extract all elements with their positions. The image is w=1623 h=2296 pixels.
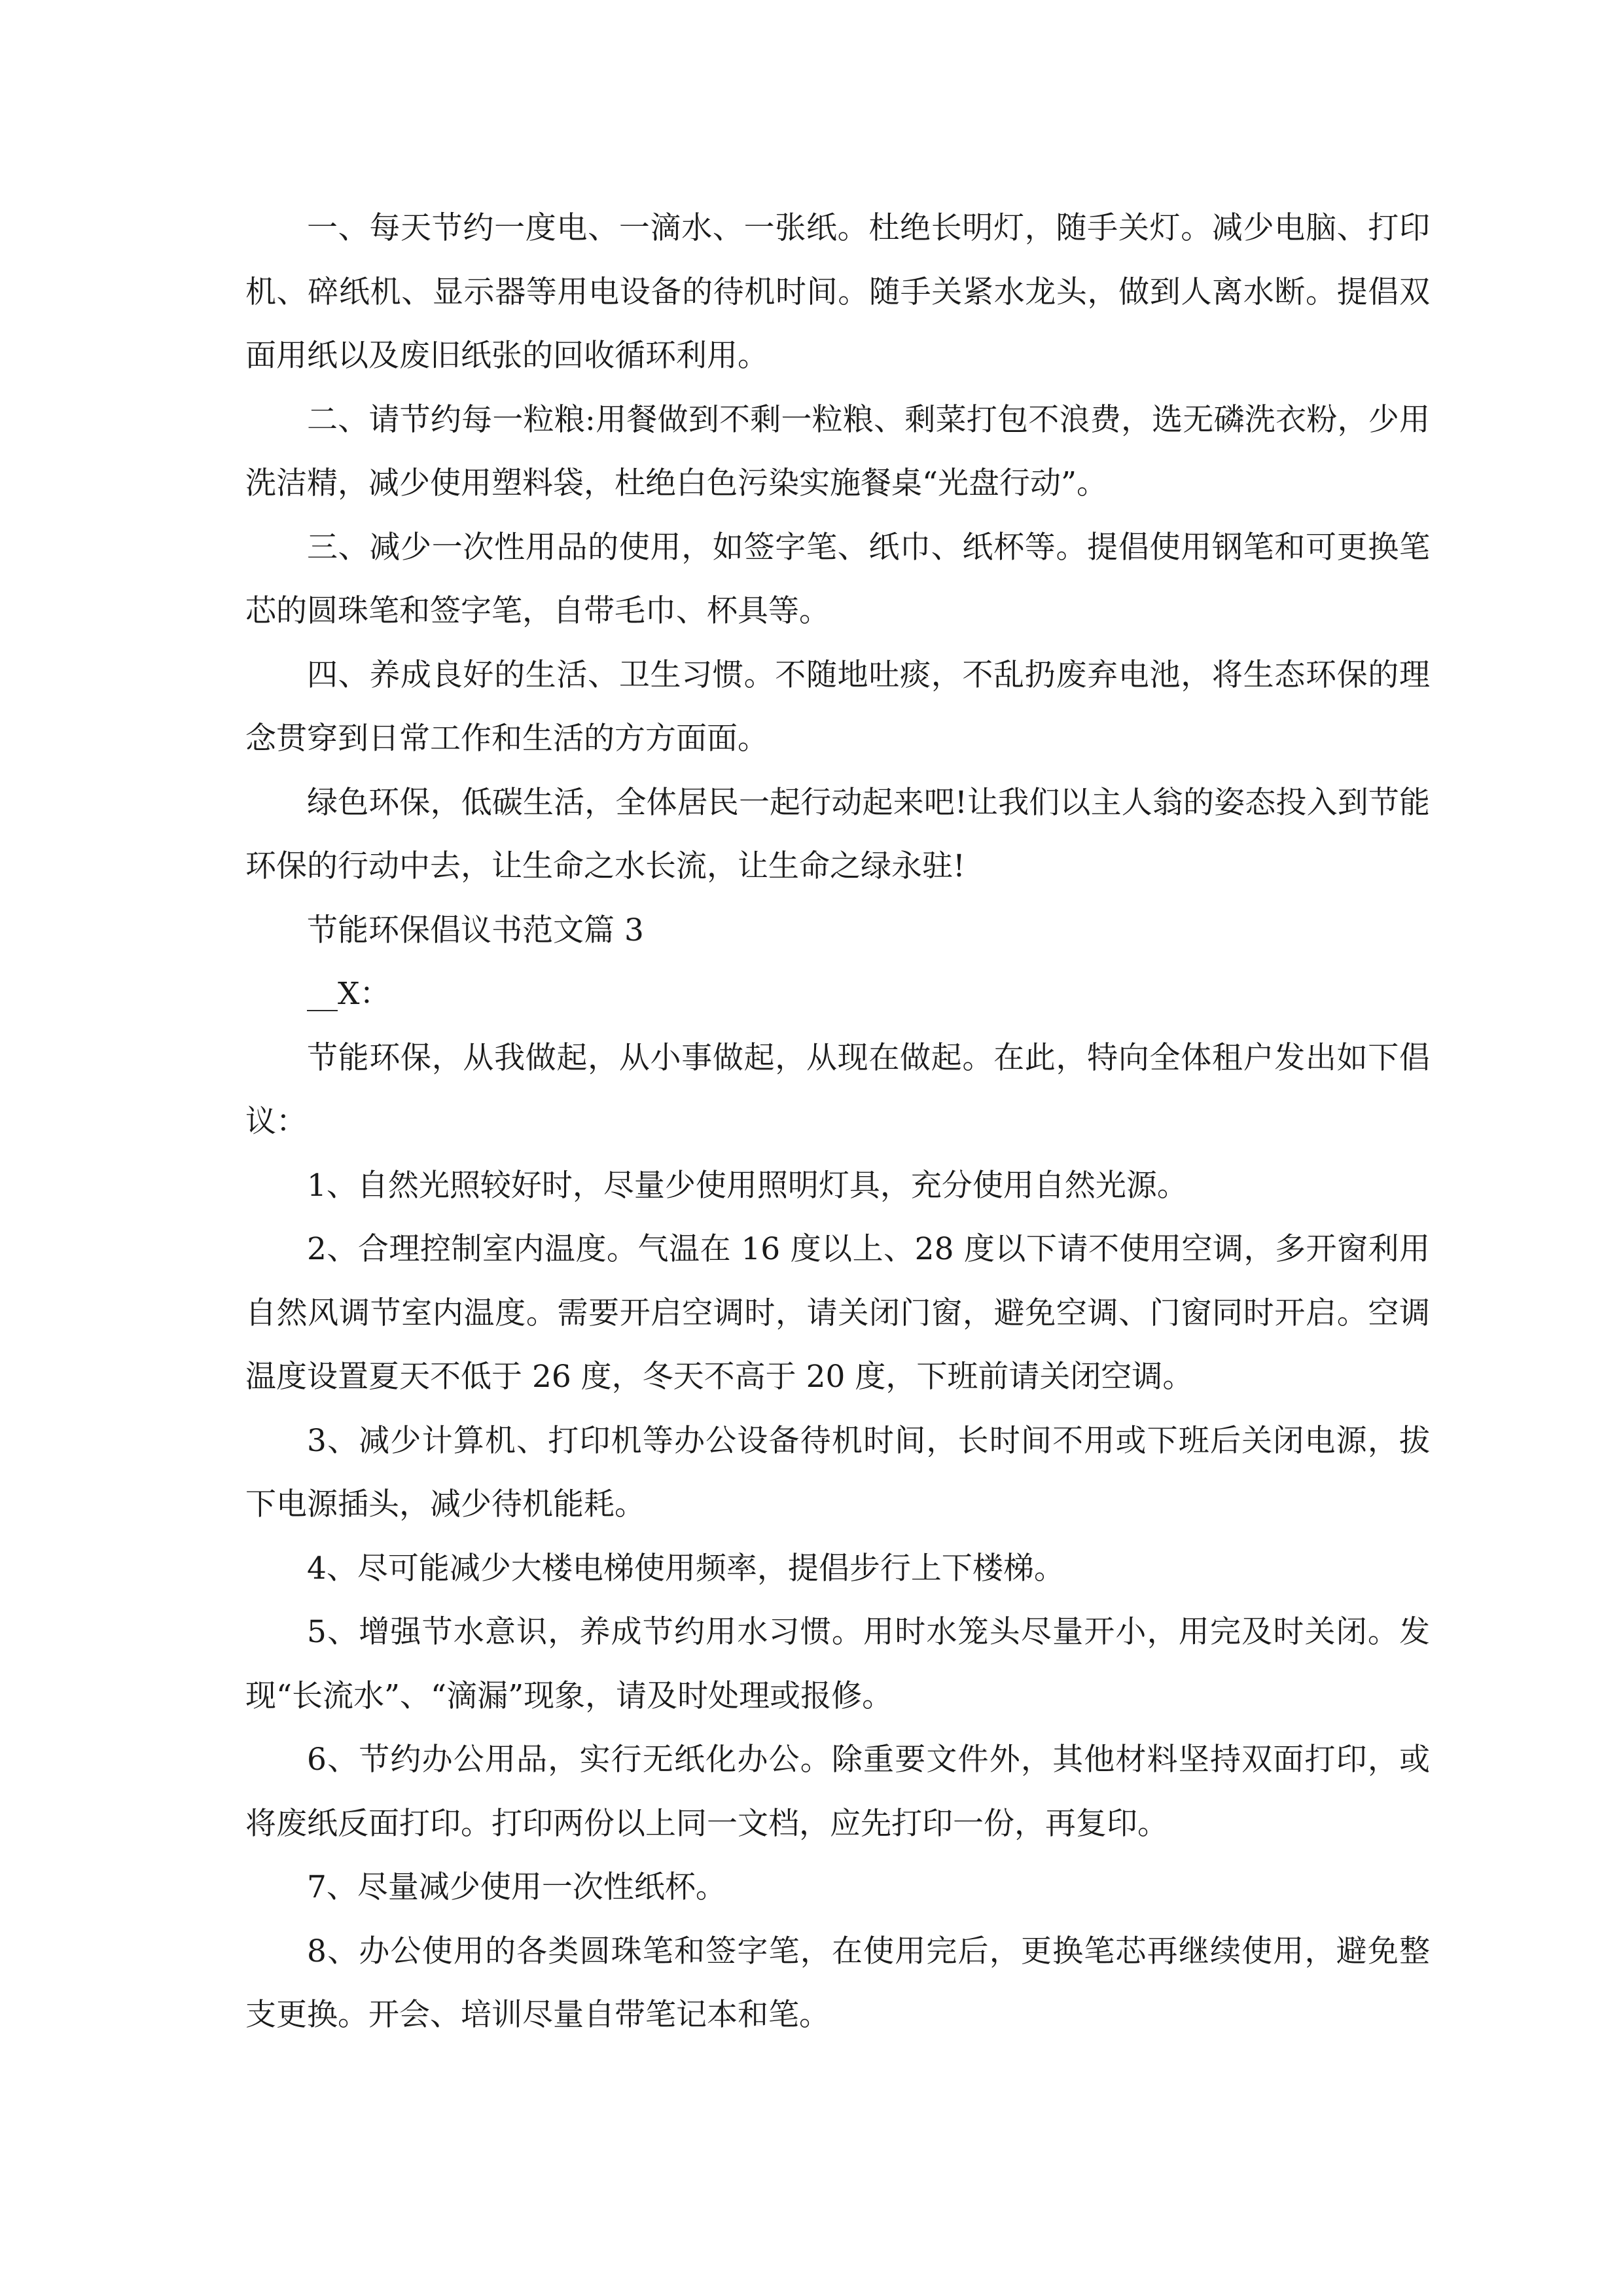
salutation: __X： <box>307 976 391 1012</box>
paragraph-3: 三、减少一次性用品的使用，如签字笔、纸巾、纸杯等。提倡使用钢笔和可更换笔芯的圆珠笔和签字笔，自带毛巾、杯具等。 <box>245 529 1430 629</box>
list-item-6: 6、节约办公用品，实行无纸化办公。除重要文件外，其他材料坚持双面打印，或将废纸反面打印。打印两份以上同一文档，应先打印一份，再复印。 <box>245 1742 1430 1842</box>
list-item-4: 4、尽可能减少大楼电梯使用频率，提倡步行上下楼梯。 <box>307 1550 1065 1587</box>
list-item-5: 5、增强节水意识，养成节约用水习惯。用时水笼头尽量开小，用完及时关闭。发现“长流水”、“滴漏”现象，请及时处理或报修。 <box>245 1614 1430 1714</box>
paragraph-intro: 节能环保，从我做起，从小事做起，从现在做起。在此，特向全体租户发出如下倡议： <box>245 1039 1430 1139</box>
list-item-7: 7、尽量减少使用一次性纸杯。 <box>307 1869 726 1905</box>
list-item-3: 3、减少计算机、打印机等办公设备待机时间，长时间不用或下班后关闭电源，拔下电源插头，减少待机能耗。 <box>245 1422 1430 1522</box>
list-item-2: 2、合理控制室内温度。气温在 16 度以上、28 度以下请不使用空调，多开窗利用自然风调节室内温度。需要开启空调时，请关闭门窗，避免空调、门窗同时开启。空调温度设置夏天不低于 26 度，冬天不高于 20 度，下班前请关闭空调。 <box>245 1231 1430 1395</box>
document-body <box>245 196 1430 2047</box>
paragraph-5: 绿色环保，低碳生活，全体居民一起行动起来吧!让我们以主人翁的姿态投入到节能环保的行动中去，让生命之水长流，让生命之绿永驻! <box>245 784 1430 884</box>
list-item-8: 8、办公使用的各类圆珠笔和签字笔，在使用完后，更换笔芯再继续使用，避免整支更换。开会、培训尽量自带笔记本和笔。 <box>245 1933 1430 2033</box>
section-heading: 节能环保倡议书范文篇 3 <box>307 912 644 948</box>
paragraph-4: 四、养成良好的生活、卫生习惯。不随地吐痰，不乱扔废弃电池，将生态环保的理念贯穿到日常工作和生活的方方面面。 <box>245 656 1430 757</box>
list-item-1: 1、自然光照较好时，尽量少使用照明灯具，充分使用自然光源。 <box>307 1167 1188 1204</box>
paragraph-1: 一、每天节约一度电、一滴水、一张纸。杜绝长明灯，随手关灯。减少电脑、打印机、碎纸机、显示器等用电设备的待机时间。随手关紧水龙头，做到人离水断。提倡双面用纸以及废旧纸张的回收循环利用。 <box>245 210 1430 374</box>
paragraph-2: 二、请节约每一粒粮:用餐做到不剩一粒粮、剩菜打包不浪费，选无磷洗衣粉，少用洗洁精，减少使用塑料袋，杜绝白色污染实施餐桌“光盘行动”。 <box>245 401 1430 501</box>
